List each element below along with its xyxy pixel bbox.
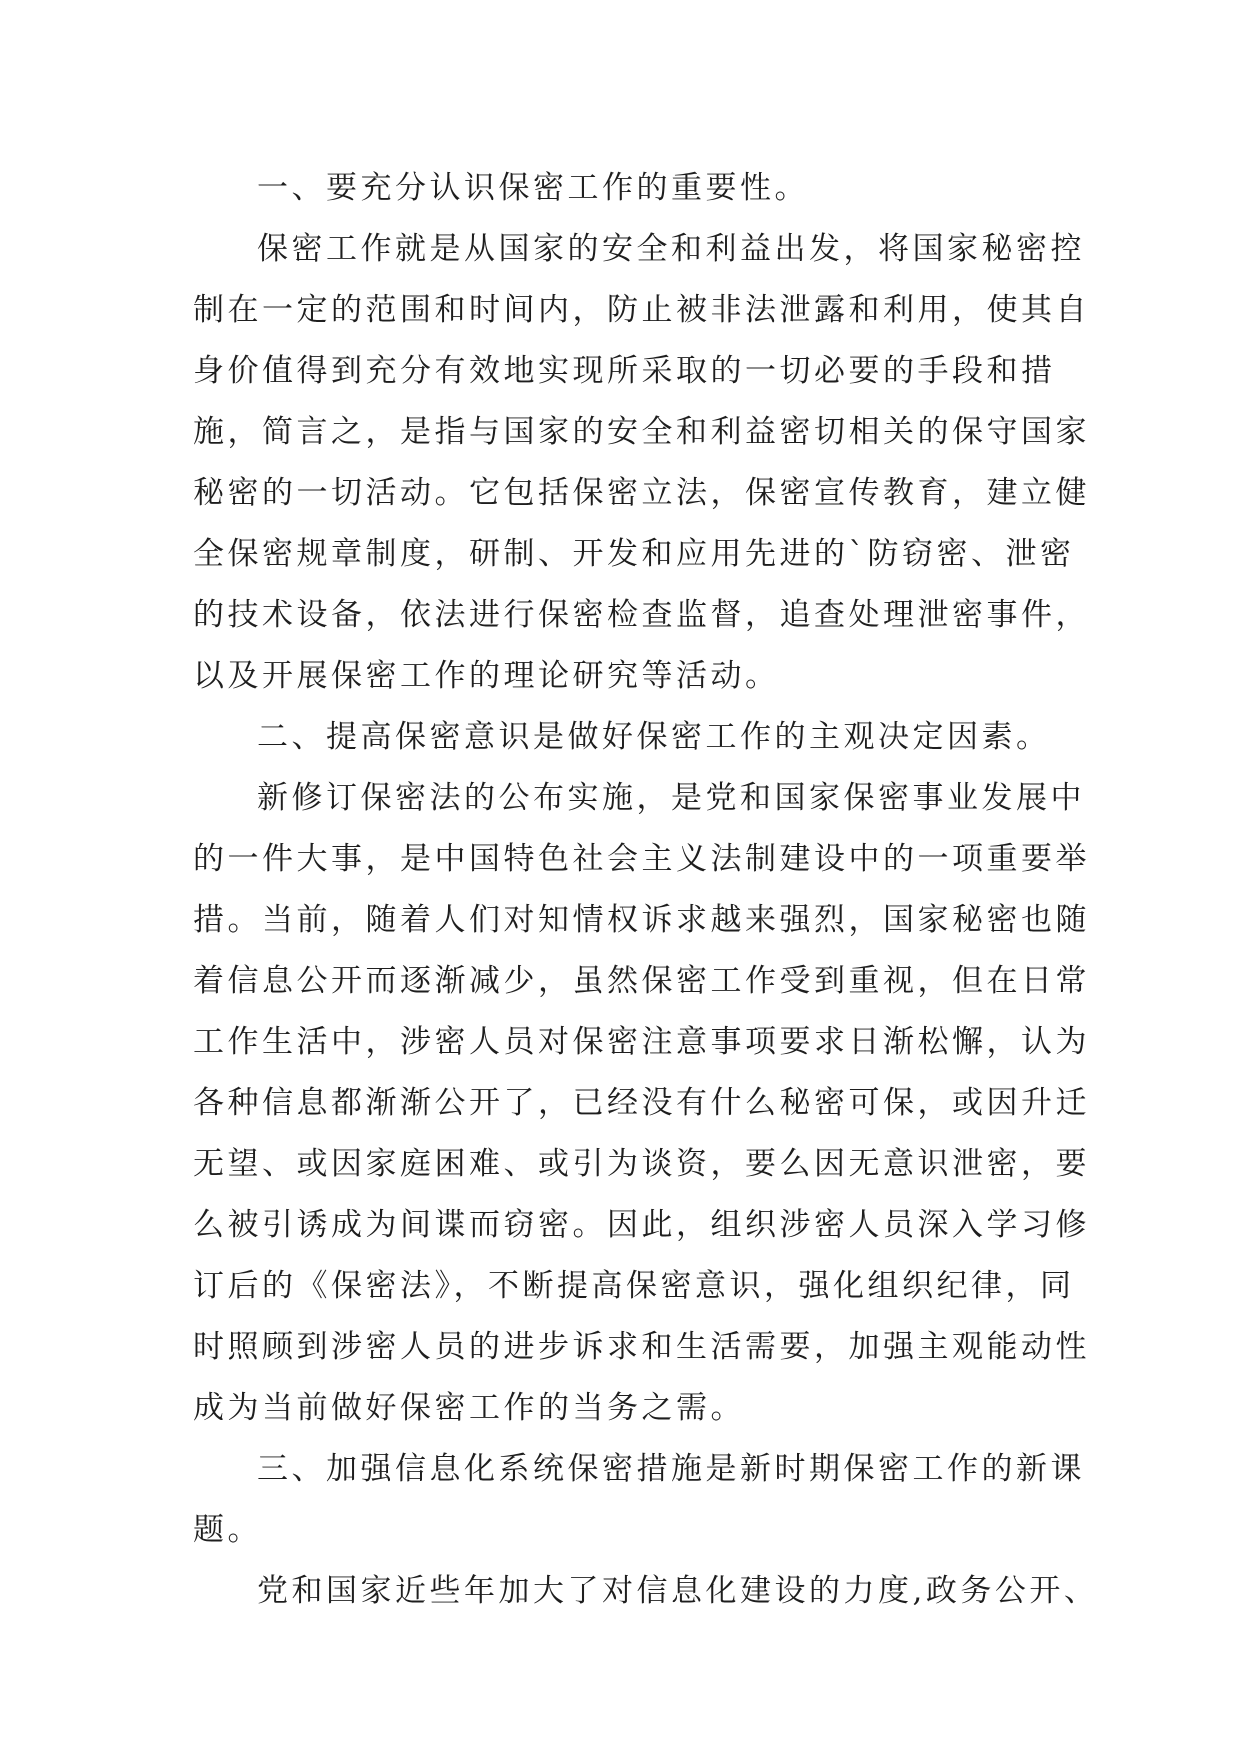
- text-line: 的技术设备，依法进行保密检查监督，追查处理泄密事件，: [193, 597, 1090, 633]
- text-line: 以及开展保密工作的理论研究等活动。: [193, 658, 780, 694]
- text-line: 无望、或因家庭困难、或引为谈资，要么因无意识泄密，要: [193, 1146, 1090, 1182]
- text-line: 一、要充分认识保密工作的重要性。: [257, 170, 809, 206]
- document-body: [193, 158, 1099, 1622]
- text-line: 二、提高保密意识是做好保密工作的主观决定因素。: [257, 719, 1051, 755]
- text-line: 各种信息都渐渐公开了，已经没有什么秘密可保，或因升迁: [193, 1085, 1090, 1121]
- text-line: 题。: [193, 1512, 262, 1548]
- text-line: 秘密的一切活动。它包括保密立法，保密宣传教育，建立健: [193, 475, 1090, 511]
- text-line: 制在一定的范围和时间内，防止被非法泄露和利用，使其自: [193, 292, 1090, 328]
- text-line: 全保密规章制度，研制、开发和应用先进的`防窃密、泄密: [193, 536, 1075, 572]
- text-line: 三、加强信息化系统保密措施是新时期保密工作的新课: [257, 1451, 1085, 1487]
- text-line: 党和国家近些年加大了对信息化建设的力度,政务公开、: [257, 1573, 1099, 1609]
- text-line: 措。当前，随着人们对知情权诉求越来强烈，国家秘密也随: [193, 902, 1090, 938]
- text-line: 的一件大事，是中国特色社会主义法制建设中的一项重要举: [193, 841, 1090, 877]
- text-line: 保密工作就是从国家的安全和利益出发，将国家秘密控: [257, 231, 1085, 267]
- text-line: 订后的《保密法》，不断提高保密意识，强化组织纪律，同: [193, 1268, 1075, 1304]
- text-line: 身价值得到充分有效地实现所采取的一切必要的手段和措: [193, 353, 1056, 389]
- text-line: 么被引诱成为间谍而窃密。因此，组织涉密人员深入学习修: [193, 1207, 1090, 1243]
- text-line: 时照顾到涉密人员的进步诉求和生活需要，加强主观能动性: [193, 1329, 1090, 1365]
- text-line: 工作生活中，涉密人员对保密注意事项要求日渐松懈，认为: [193, 1024, 1090, 1060]
- text-line: 新修订保密法的公布实施，是党和国家保密事业发展中: [257, 780, 1085, 816]
- text-line: 施，简言之，是指与国家的安全和利益密切相关的保守国家: [193, 414, 1090, 450]
- text-line: 成为当前做好保密工作的当务之需。: [193, 1390, 745, 1426]
- text-line: 着信息公开而逐渐减少，虽然保密工作受到重视，但在日常: [193, 963, 1090, 999]
